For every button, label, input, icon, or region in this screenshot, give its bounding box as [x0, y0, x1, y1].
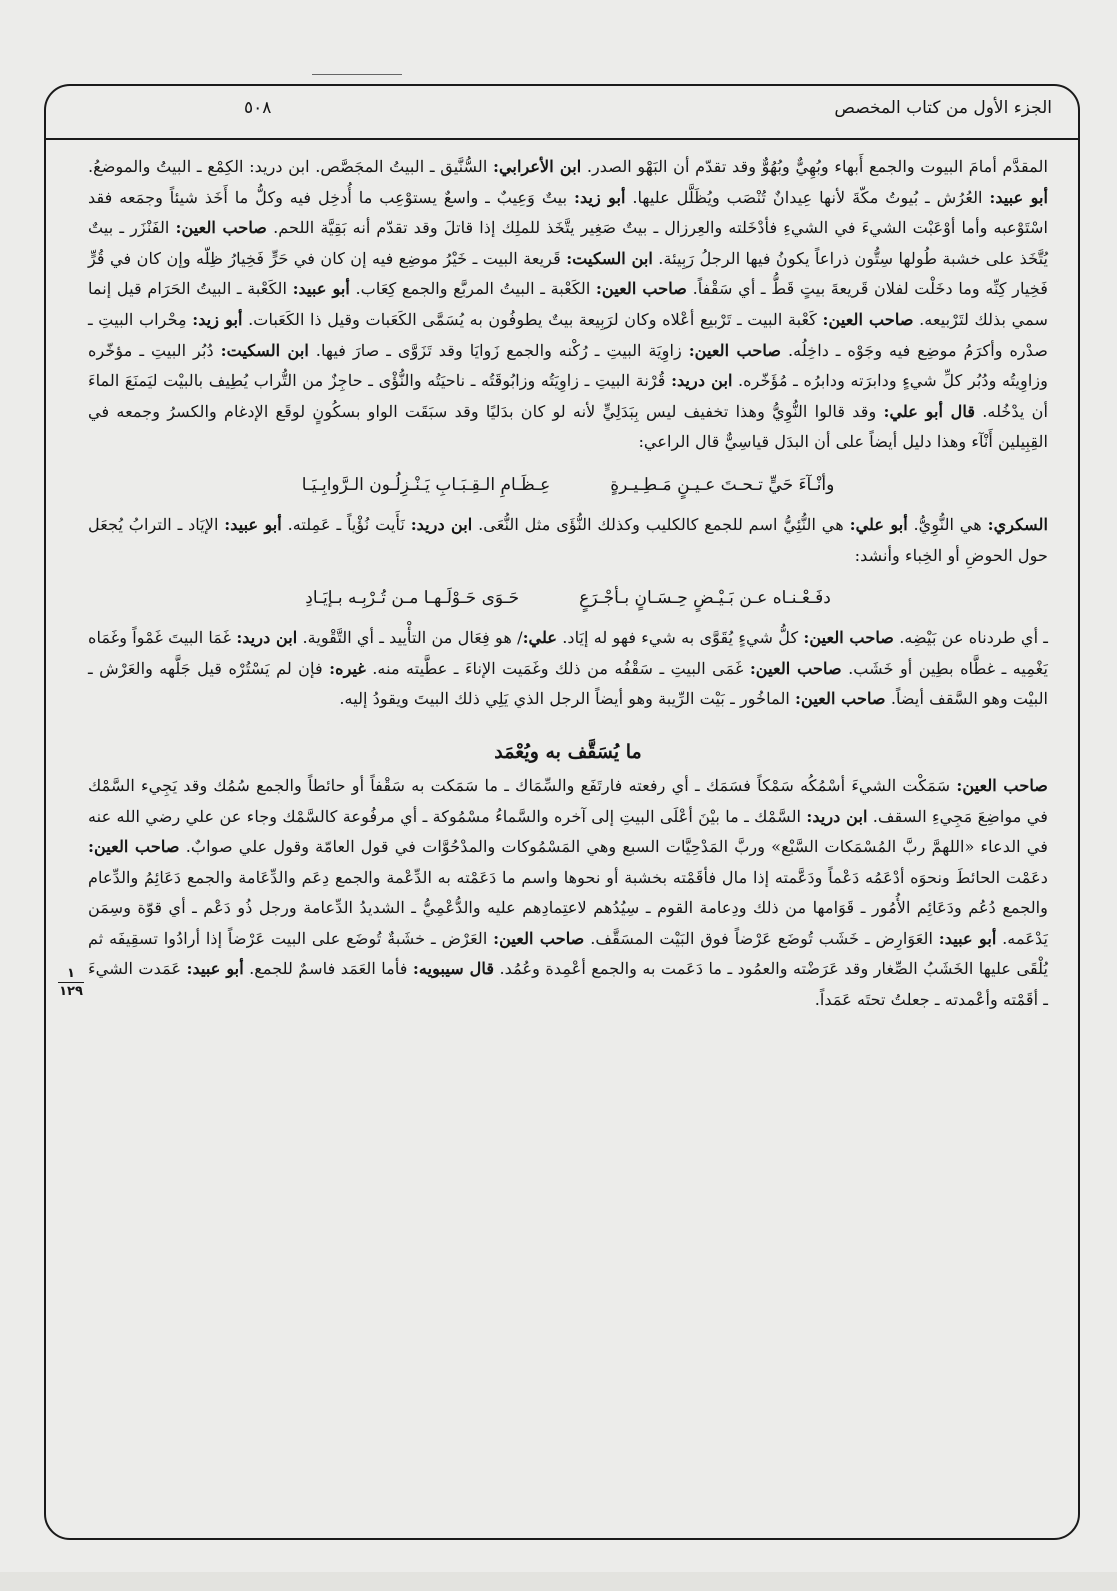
paragraph-4: صاحب العين: سَمَكْت الشيءَ أسْمُكُه سَمْكاً فسَمَك ـ أي رفعته فارتَفَع والسِّمَاك ـ ما سَمَكت به سَقْفاً أو حائطاً والجمع سُمُك وقد يَجِيء السَّمْك في مواضِعَ مَجِيءِ السقف. ابن دريد: السَّمْك ـ ما بيْنَ أعْلَى البيتِ إلى آخره والسَّماءُ مسْمُوكة ـ أي مرفُوعة كالسَّمْك وجاء عن علي رضي الله عنه في الدعاء «اللهمَّ ربَّ المُسْمَكات السَّبْع» وربَّ المَدْحِيَّات السبع وهي المَسْمُوكات والمدْحُوَّات في قول العامّة وقول علي صوابٌ. صاحب العين: دعَمْت الحائطَ ونحوَه أدْعَمُه دَعْماً ودَعَّمته إذا مال فأقَمْته بخشبة أو نحوها واسم ما دَعَمْته به الدِّعْمة والجمع دِعَم والدِّعَامة والجمع دَعَائِمُ والدِّعام والجمع دُعُم ودَعَائِم الأُمُور ـ قَوَامها من ذلك ودِعامة القوم ـ سِيُدُهم لاعتِمادِهم عليه والدُّعْمِيُّ ـ الشديدُ الدِّعامة ورجل ذُو دَعْم ـ أي قوّة وسِمَن يَدْعَمه. أبو عبيد: العَوَارِض ـ خَشَب تُوضَع عَرْضاً فوق البَيْت المسَقَّف. صاحب العين: العَرْض ـ خشَبةٌ تُوضَع على البيت عَرْضاً إذا أرادُوا تسقِيفَه ثم يُلْقَى عليها الخَشَبُ الصِّغار وقد عَرَضْته والعمُود ـ ما دَعَمت به والجمع أعْمِدة وعُمُد. قال سيبويه: فأما العَمَد فاسمٌ للجمع. أبو عبيد: عَمَدت الشيءَ ـ أقَمْته وأعْمدته ـ جعلتُ تحتَه عَمَداً.: [88, 775, 1049, 1010]
source-name: قال أبو علي:: [883, 401, 976, 421]
source-name: غيره:: [329, 658, 366, 678]
source-name: صاحب العين:: [795, 689, 886, 709]
paragraph-1: المقدَّم أمامَ البيوت والجمع أَبهاء وبُهِيٌّ وبُهُوٌّ وقد تقدّم أن البَهْو الصدر. ابن الأعرابي: السُّنَّيق ـ البيتُ المجَصَّص. ابن دريد: الكِمْع ـ البيتُ والموضعُ. أبو عبيد: العُرُش ـ بُيوتُ مكّةَ لأنها عِيدانٌ تُنْصَب ويُظَلَّل عليها. أبو زيد: بيتٌ وَعِيبٌ ـ واسعٌ يستوْعِب ما أُدخِل فيه وكلُّ ما أَخَذ شيئاً وجمَعه فقد اسْتَوْعبه وأما أوْعَبْت الشيءَ في الشيءِ فأدْخَلته والعِرزال ـ بيتٌ صَغِير يتَّخَذ للملِك إذا قاتلَ وقد تقدّم أنه بَقِيَّة اللحم. صاحب العين: الفَنْزَر ـ بيتٌ يُتَّخَذ على خشبة طُولها سِتُّون ذراعاً يكونُ فيها الرجلُ رَبِيئة. ابن السكيت: قَريعة البيت ـ خَيْرُ موضِع فيه إن كان في حَرٍّ فَخِيارُ ظِلّه وإن كان في قُرٍّ فَخِيار كِنِّه وما دخَلْت لفلان قَريعةَ بيتٍ قَطُّ ـ أي سَقْفاً. صاحب العين: الكَعْبة ـ البيتُ المربَّع والجمع كِعَاب. أبو عبيد: الكَعْبة ـ البيتُ الحَرَام قيل إنما سمي بذلك لتَرْبيعه. صاحب العين: كَعْبة البيت ـ تَرْبيع أعْلاه وكان لرَبِيعة بيتٌ يطوفُون به يُسَمَّى الكَعَبات وقيل ذا الكَعَبات. أبو زيد: مِحْراب البيتِ ـ صدْره وأكرَمُ موضِع فيه وجَوْه ـ داخِلُه. صاحب العين: زاوِيَة البيتِ ـ رُكْنه والجمع زَوايَا وقد تَزَوَّى ـ صارَ فيها. ابن السكيت: دُبُر البيتِ ـ مؤخّره وزاوِيتُه ودُبُر كلِّ شيءٍ ودابرَته ودابرُه ـ مُؤَخّره. ابن دريد: قُرْنة البيتِ ـ زاوِيَتُه وزابُوقَتُه ـ ناحيَتُه والنُّؤْى ـ حاجِزٌ من التُّراب يُطِيف بالبيْت ليَمنَعَ الماءَ أن يدْخُله. قال أبو علي: وقد قالوا النُّوِيُّ وهذا تخفيف ليس بِبَدَلِيٍّ لأنه لو كان بدَليًا وقد سبَقَت الواو بسكُونٍ لوقَع الإدغام والكسرُ وجمعه في القِبِيلين أَنْآء وهذا دليل أيضاً على أن البدَل قياسِيٌّ قال الراعي:: [88, 157, 1049, 452]
source-name: ابن دريد:: [806, 806, 868, 826]
source-name: أبو عبيد:: [938, 928, 997, 948]
source-name: صاحب العين:: [175, 218, 268, 238]
verse-1-second-hemistich: عِـظَـامِ الـقِـبَـابِ يَـنْـزِلُـون الـرَّوابِـيَـا: [301, 474, 551, 495]
margin-reference-bottom: ١٢٩: [59, 984, 83, 999]
margin-reference-divider: [58, 982, 84, 983]
source-name: أبو زيد:: [573, 187, 626, 207]
source-name: ابن السكيت:: [220, 340, 309, 360]
paragraph-3: ـ أي طردناه عن بَيْضِه. صاحب العين: كلُّ شيءٍ يُقَوَّى به شيء فهو له إيَاد. علي:/ هو فِعَال من التأْييد ـ أي التَّقْوية. ابن دريد: غَمَا البيتَ غَمْواً وغَمَاه يَغْمِيه ـ غطَّاه بطِين أو خَشَب. صاحب العين: غَمَى البيتِ ـ سَقْفُه من ذلك وغَمَيت الإناءَ ـ عطَّيته منه. غيره: فإن لم يَسْتُرْه قيل جَلَّهه والعَرْش ـ البيْت وهو السَّقف أيضاً. صاحب العين: الماخُور ـ بَيْت الرِّيبة وهو أيضاً الرجل الذي يَلِي ذلك البيتَ ويقودُ إليه.: [88, 628, 1048, 709]
section-heading: ما يُسَقَّف به ويُعْمَد: [494, 740, 642, 763]
source-name: صاحب العين:: [822, 309, 914, 329]
source-name: ابن دريد:: [236, 628, 298, 648]
source-name: أبو عبيد:: [224, 514, 282, 534]
source-name: قال سيبويه:: [412, 959, 495, 979]
source-name: أبو عبيد:: [989, 187, 1049, 207]
verse-2-second-hemistich: حَـوَى حَـوْلَـهـا مـن تُـرْبِـه بـإيَـادِ: [305, 588, 520, 609]
source-name: ابن السكيت:: [566, 248, 653, 268]
source-name: أبو عبيد:: [186, 959, 244, 979]
page-number: ٥٠٨: [244, 98, 272, 118]
source-name: صاحب العين:: [595, 279, 687, 299]
verse-1: [88, 470, 1048, 500]
verse-1-first-hemistich: وأنْـآءَ حَيٍّ تـحـتَ عـيـنٍ مَـطِـيـرةٍ: [610, 474, 835, 495]
source-name: السكري:: [987, 514, 1048, 534]
top-decorative-rule: [312, 74, 402, 75]
scan-bottom-edge: [0, 1572, 1117, 1591]
source-name: صاحب العين:: [688, 340, 782, 360]
paragraph-2: السكري: هي النُّوِيُّ. أبو علي: هي النُّئِيُّ اسم للجمع كالكليب وكذلك النُّؤَى مثل النُّعَى. ابن دريد: نَأَيت نُؤْياً ـ عَمِلته. أبو عبيد: الإيَاد ـ الترابُ يُجعَل حول الحوضِ أو الخِباء وأنشد:: [88, 514, 1048, 565]
source-name: صاحب العين:: [749, 658, 842, 678]
source-name: ابن دريد:: [671, 371, 733, 391]
source-name: صاحب العين:: [88, 837, 180, 857]
source-name: أبو زيد:: [192, 309, 243, 329]
page-header: [44, 94, 1080, 134]
running-title: الجزء الأول من كتاب المخصص: [834, 98, 1052, 118]
source-name: ابن الأعرابي:: [492, 157, 582, 176]
header-rule: [44, 138, 1080, 140]
main-text: [88, 152, 1048, 1016]
margin-reference-top: ١: [67, 966, 75, 981]
source-name: صاحب العين:: [493, 928, 585, 948]
margin-reference: [56, 966, 86, 999]
source-name: صاحب العين:: [956, 775, 1048, 795]
source-name: صاحب العين:: [803, 628, 895, 648]
source-name: أبو علي:: [849, 514, 908, 534]
source-name: علي:: [522, 628, 558, 648]
verse-2: [88, 583, 1048, 613]
source-name: ابن دريد:: [410, 514, 473, 534]
verse-2-first-hemistich: دفَـعْـنـاه عـن بَـيْـضٍ حِـسَـانٍ بـأجْـرَعٍ: [579, 588, 831, 609]
source-name: أبو عبيد:: [292, 279, 350, 299]
